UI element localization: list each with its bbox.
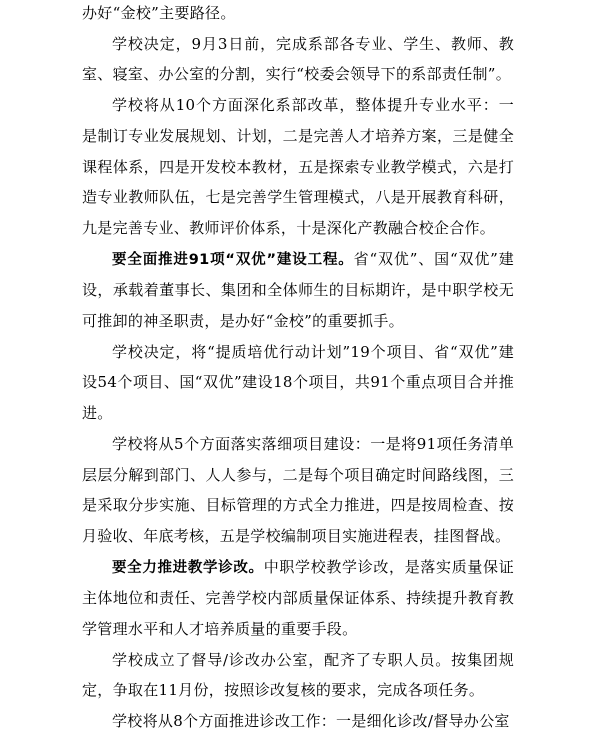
paragraph-6 xyxy=(82,429,514,552)
paragraph-lead-heading: 要全力推进教学诊改。 xyxy=(112,559,264,576)
document-body xyxy=(82,0,514,737)
paragraph-text: 学校将从10个方面深化系部改革，整体提升专业水平：一是制订专业发展规划、计划，二是完善人才培养方案，三是健全课程体系，四是开发校本教材，五是探索专业教学模式，六是打造专业教师队伍，七是完善学生管理模式，八是开展教育科研，九是完善专业、教师评价体系，十是深化产教融合校企合作。 xyxy=(82,96,514,237)
paragraph-8 xyxy=(82,645,514,706)
paragraph-text: 中职学校教学诊改，是落实质量保证主体地位和责任、完善学校内部质量保证体系、持续提升教育教学管理水平和人才培养质量的重要手段。 xyxy=(82,557,515,639)
paragraph-text: 学校将从8个方面推进诊改工作：一是细化诊改/督导办公室 xyxy=(112,712,510,731)
paragraph-2 xyxy=(82,29,514,90)
paragraph-text: 学校决定，9月3日前，完成系部各专业、学生、教师、教室、寝室、办公室的分割，实行“校委会领导下的系部责任制”。 xyxy=(82,34,514,84)
paragraph-5 xyxy=(82,337,514,429)
paragraph-text: 省“双优”、国“双优”建设，承载着董事长、集团和全体师生的目标期许，是中职学校无可推卸的神圣职责，是办好“金校”的重要抓手。 xyxy=(82,249,514,331)
paragraph-7 xyxy=(82,552,514,645)
paragraph-4 xyxy=(82,244,514,337)
paragraph-text: 学校将从5个方面落实落细项目建设：一是将91项任务清单层层分解到部门、人人参与，二是每个项目确定时间路线图，三是采取分步实施、目标管理的方式全力推进，四是按周检查、按月验收、年底考核，五是学校编制项目实施进程表，挂图督战。 xyxy=(82,434,514,545)
paragraph-lead-heading: 要全面推进91项“双优”建设工程。 xyxy=(112,251,354,268)
paragraph-text: 学校决定，将“提质培优行动计划”19个项目、省“双优”建设54个项目、国“双优”建设18个项目，共91个重点项目合并推进。 xyxy=(82,342,514,423)
paragraph-text: 学校成立了督导/诊改办公室，配齐了专职人员。按集团规定，争取在11月份，按照诊改复核的要求，完成各项任务。 xyxy=(82,650,514,700)
paragraph-9 xyxy=(82,706,514,737)
paragraph-1 xyxy=(82,0,514,29)
paragraph-3 xyxy=(82,90,514,244)
paragraph-text: 办好“金校”主要路径。 xyxy=(82,4,236,22)
